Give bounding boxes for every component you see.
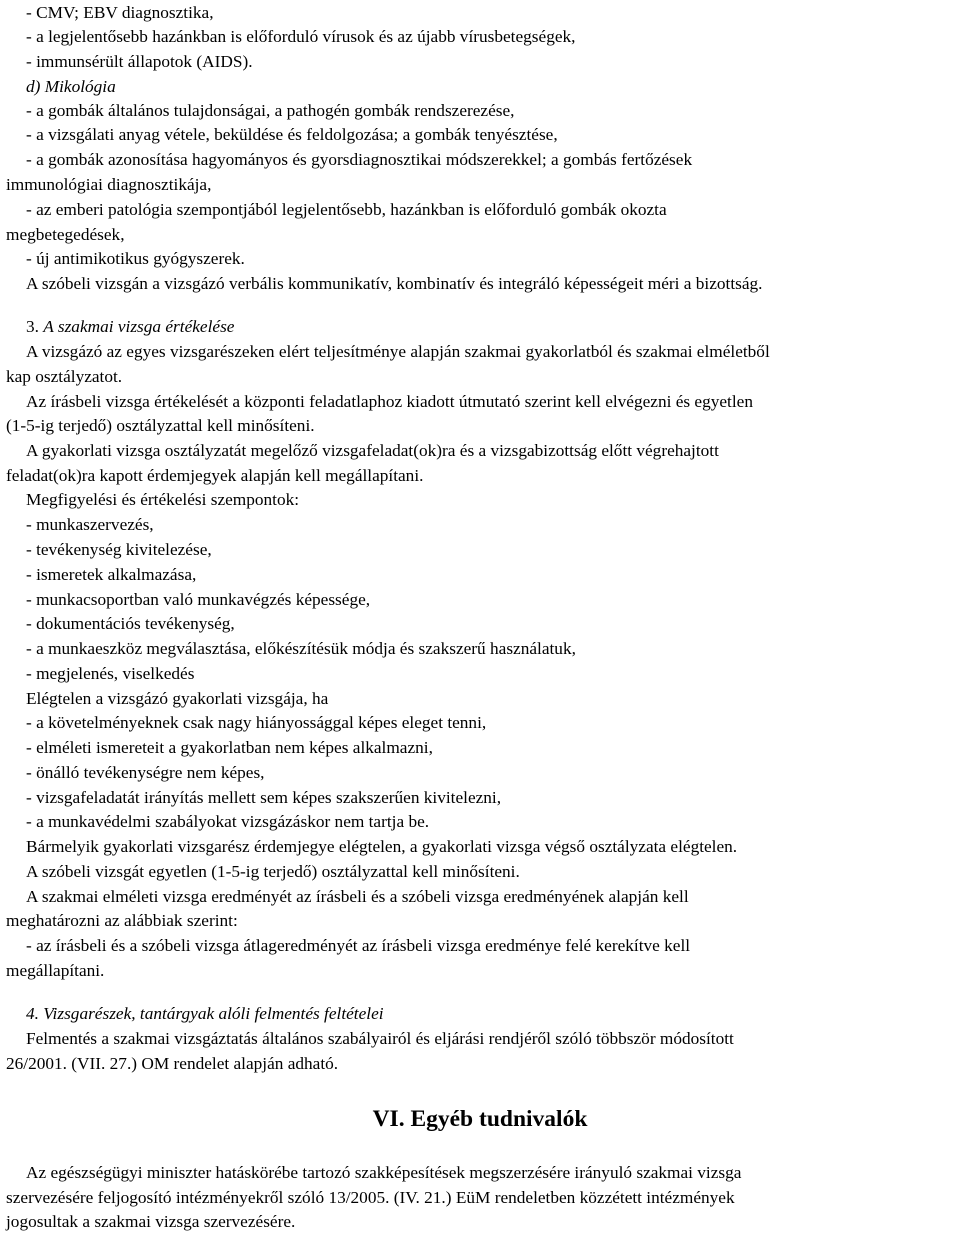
text-line: - a gombák azonosítása hagyományos és gyorsdiagnosztikai módszerekkel; a gombás fertőzések — [26, 150, 693, 169]
text-line: - tevékenység kivitelezése, — [26, 540, 212, 559]
text-line: A szóbeli vizsgán a vizsgázó verbális kommunikatív, kombinatív és integráló képességeit méri a bizottság. — [26, 274, 763, 293]
text-line: (1-5-ig terjedő) osztályzattal kell minősíteni. — [6, 416, 315, 435]
text-line: - a vizsgálati anyag vétele, beküldése és feldolgozása; a gombák tenyésztése, — [26, 125, 558, 144]
text-line: A szóbeli vizsgát egyetlen (1-5-ig terjedő) osztályzattal kell minősíteni. — [26, 862, 520, 881]
text-line: Az egészségügyi miniszter hatáskörébe tartozó szakképesítések megszerzésére irányuló szakmai vizsga — [26, 1163, 742, 1182]
text-line: - immunsérült állapotok (AIDS). — [26, 52, 253, 71]
chapter-heading: VI. Egyéb tudnivalók — [372, 1106, 588, 1132]
section-4-heading: 4. Vizsgarészek, tantárgyak alóli felmentés feltételei — [26, 1004, 384, 1023]
text-line: - a gombák általános tulajdonságai, a pathogén gombák rendszerezése, — [26, 101, 515, 120]
text-line: - vizsgafeladatát irányítás mellett sem képes szakszerűen kivitelezni, — [26, 788, 502, 807]
section-3-title: A szakmai vizsga értékelése — [43, 317, 235, 336]
text-line: - a munkaeszköz megválasztása, előkészítésük módja és szakszerű használatuk, — [26, 639, 576, 658]
section-3-heading — [26, 316, 234, 340]
text-line: immunológiai diagnosztikája, — [6, 175, 212, 194]
text-line: 26/2001. (VII. 27.) OM rendelet alapján adható. — [6, 1054, 339, 1073]
text-line: feladat(ok)ra kapott érdemjegyek alapján kell megállapítani. — [6, 466, 424, 485]
text-line: Megfigyelési és értékelési szempontok: — [26, 490, 300, 509]
text-line: - munkacsoportban való munkavégzés képessége, — [26, 590, 371, 609]
text-line: Az írásbeli vizsga értékelését a központi feladatlaphoz kiadott útmutató szerint kell elvégezni és egyetlen — [26, 392, 753, 411]
text-line: jogosultak a szakmai vizsga szervezésére. — [6, 1212, 296, 1231]
text-line: A gyakorlati vizsga osztályzatát megelőző vizsgafeladat(ok)ra és a vizsgabizottság előtt végrehajtott — [26, 441, 719, 460]
text-line: A szakmai elméleti vizsga eredményét az írásbeli és a szóbeli vizsga eredményének alapján kell — [26, 887, 689, 906]
text-line: - a legjelentősebb hazánkban is előforduló vírusok és az újabb vírusbetegségek, — [26, 27, 576, 46]
text-line: - önálló tevékenységre nem képes, — [26, 763, 265, 782]
text-line: - az emberi patológia szempontjából legjelentősebb, hazánkban is előforduló gombák okozta — [26, 200, 667, 219]
text-line: - ismeretek alkalmazása, — [26, 565, 197, 584]
text-line: - dokumentációs tevékenység, — [26, 614, 235, 633]
text-line: - a követelményeknek csak nagy hiányossággal képes eleget tenni, — [26, 713, 487, 732]
text-line: - új antimikotikus gyógyszerek. — [26, 249, 245, 268]
section-3-number: 3. — [26, 317, 39, 336]
text-line: - CMV; EBV diagnosztika, — [26, 3, 214, 22]
text-line: szervezésére feljogosító intézményekről szóló 13/2005. (IV. 21.) EüM rendeletben közzétett intézmények — [6, 1188, 735, 1207]
text-line: kap osztályzatot. — [6, 367, 123, 386]
text-line: megbetegedések, — [6, 225, 125, 244]
text-line: - a munkavédelmi szabályokat vizsgázáskor nem tartja be. — [26, 812, 430, 831]
text-line: A vizsgázó az egyes vizsgarészeken elért teljesítménye alapján szakmai gyakorlatból és szakmai elméletből — [26, 342, 770, 361]
text-line: Felmentés a szakmai vizsgáztatás általános szabályairól és eljárási rendjéről szóló többször módosított — [26, 1029, 734, 1048]
text-line: Elégtelen a vizsgázó gyakorlati vizsgája, ha — [26, 689, 329, 708]
text-line: - megjelenés, viselkedés — [26, 664, 195, 683]
text-line: - elméleti ismereteit a gyakorlatban nem képes alkalmazni, — [26, 738, 433, 757]
text-line: - munkaszervezés, — [26, 515, 154, 534]
text-line: Bármelyik gyakorlati vizsgarész érdemjegye elégtelen, a gyakorlati vizsga végső osztályzata elégtelen. — [26, 837, 738, 856]
text-line: meghatározni az alábbiak szerint: — [6, 911, 238, 930]
text-line: megállapítani. — [6, 961, 105, 980]
text-line: d) Mikológia — [26, 77, 116, 96]
text-line: - az írásbeli és a szóbeli vizsga átlageredményét az írásbeli vizsga eredménye felé kerekítve kell — [26, 936, 691, 955]
